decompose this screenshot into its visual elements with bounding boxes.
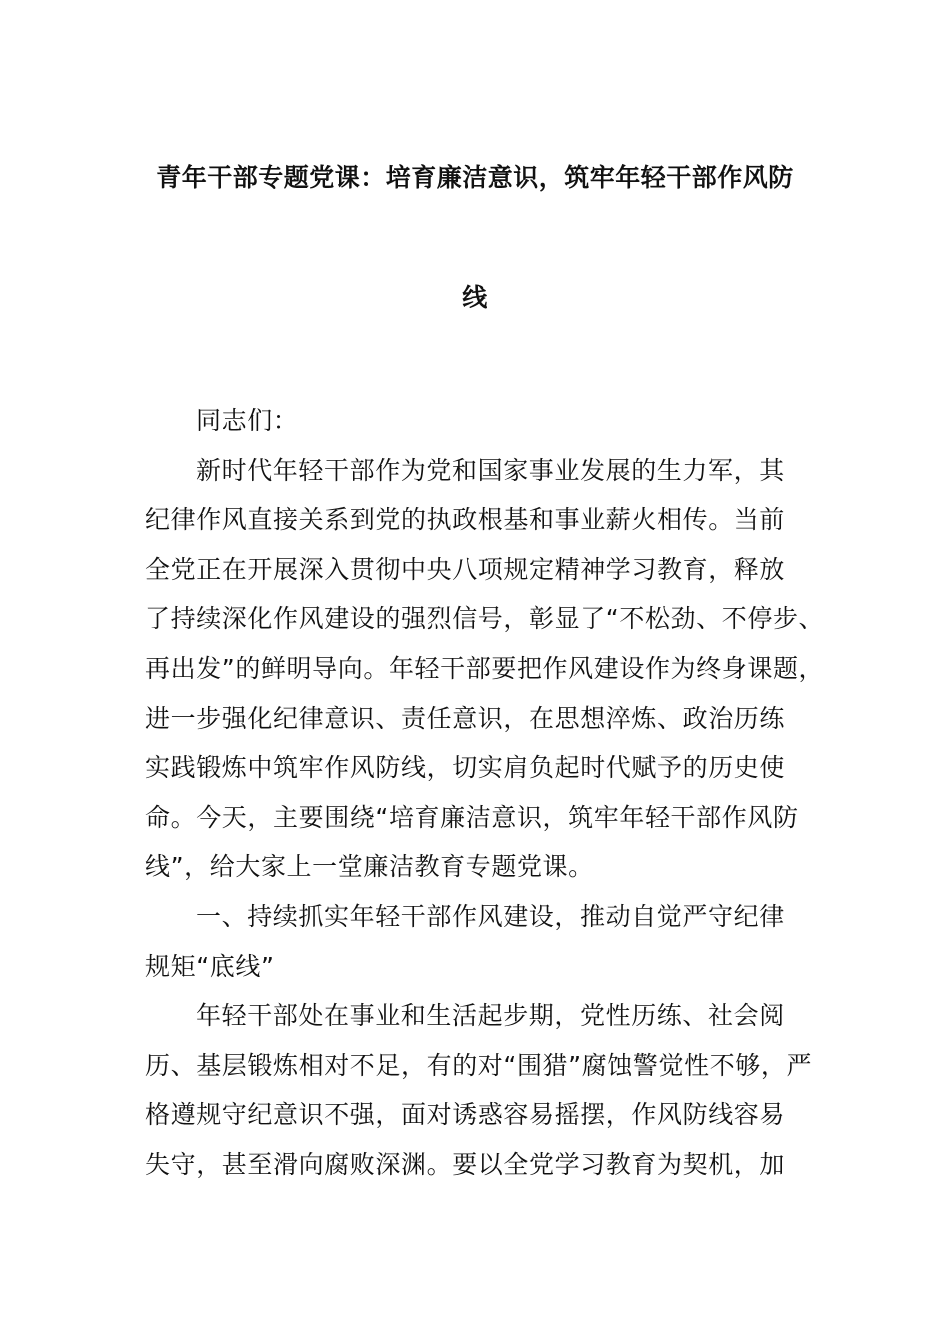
document-title-line-1: 青年干部专题党课：培育廉洁意识，筑牢年轻干部作风防 (156, 163, 794, 192)
paragraph-line: 纪律作风直接关系到党的执政根基和事业薪火相传。当前 (145, 505, 786, 535)
document-body (145, 406, 835, 1200)
paragraph-line: 线”，给大家上一堂廉洁教育专题党课。 (145, 852, 594, 882)
salutation: 同志们： (196, 406, 299, 435)
paragraph-line: 命。今天，主要围绕“培育廉洁意识，筑牢年轻干部作风防 (145, 802, 799, 832)
paragraph-line: 新时代年轻干部作为党和国家事业发展的生力军，其 (196, 455, 785, 485)
document-title-line-2: 线 (462, 283, 488, 312)
paragraph-line: 再出发”的鲜明导向。年轻干部要把作风建设作为终身课题， (145, 653, 825, 683)
paragraph-line: 了持续深化作风建设的强烈信号，彰显了“不松劲、不停步、 (145, 604, 825, 634)
section-heading-line: 一、持续抓实年轻干部作风建设，推动自觉严守纪律 (196, 901, 785, 931)
paragraph-line: 格遵规守纪意识不强，面对诱惑容易摇摆，作风防线容易 (145, 1100, 786, 1130)
paragraph-line: 历、基层锻炼相对不足，有的对“围猎”腐蚀警觉性不够，严 (145, 1050, 813, 1080)
paragraph-line: 年轻干部处在事业和生活起步期，党性历练、社会阅 (196, 1001, 785, 1031)
paragraph-line: 进一步强化纪律意识、责任意识，在思想淬炼、政治历练 (145, 703, 786, 733)
paragraph-line: 失守，甚至滑向腐败深渊。要以全党学习教育为契机，加 (145, 1149, 786, 1179)
section-heading-line: 规矩“底线” (145, 951, 275, 981)
paragraph-line: 实践锻炼中筑牢作风防线，切实肩负起时代赋予的历史使 (145, 753, 786, 783)
paragraph-line: 全党正在开展深入贯彻中央八项规定精神学习教育，释放 (145, 554, 786, 584)
